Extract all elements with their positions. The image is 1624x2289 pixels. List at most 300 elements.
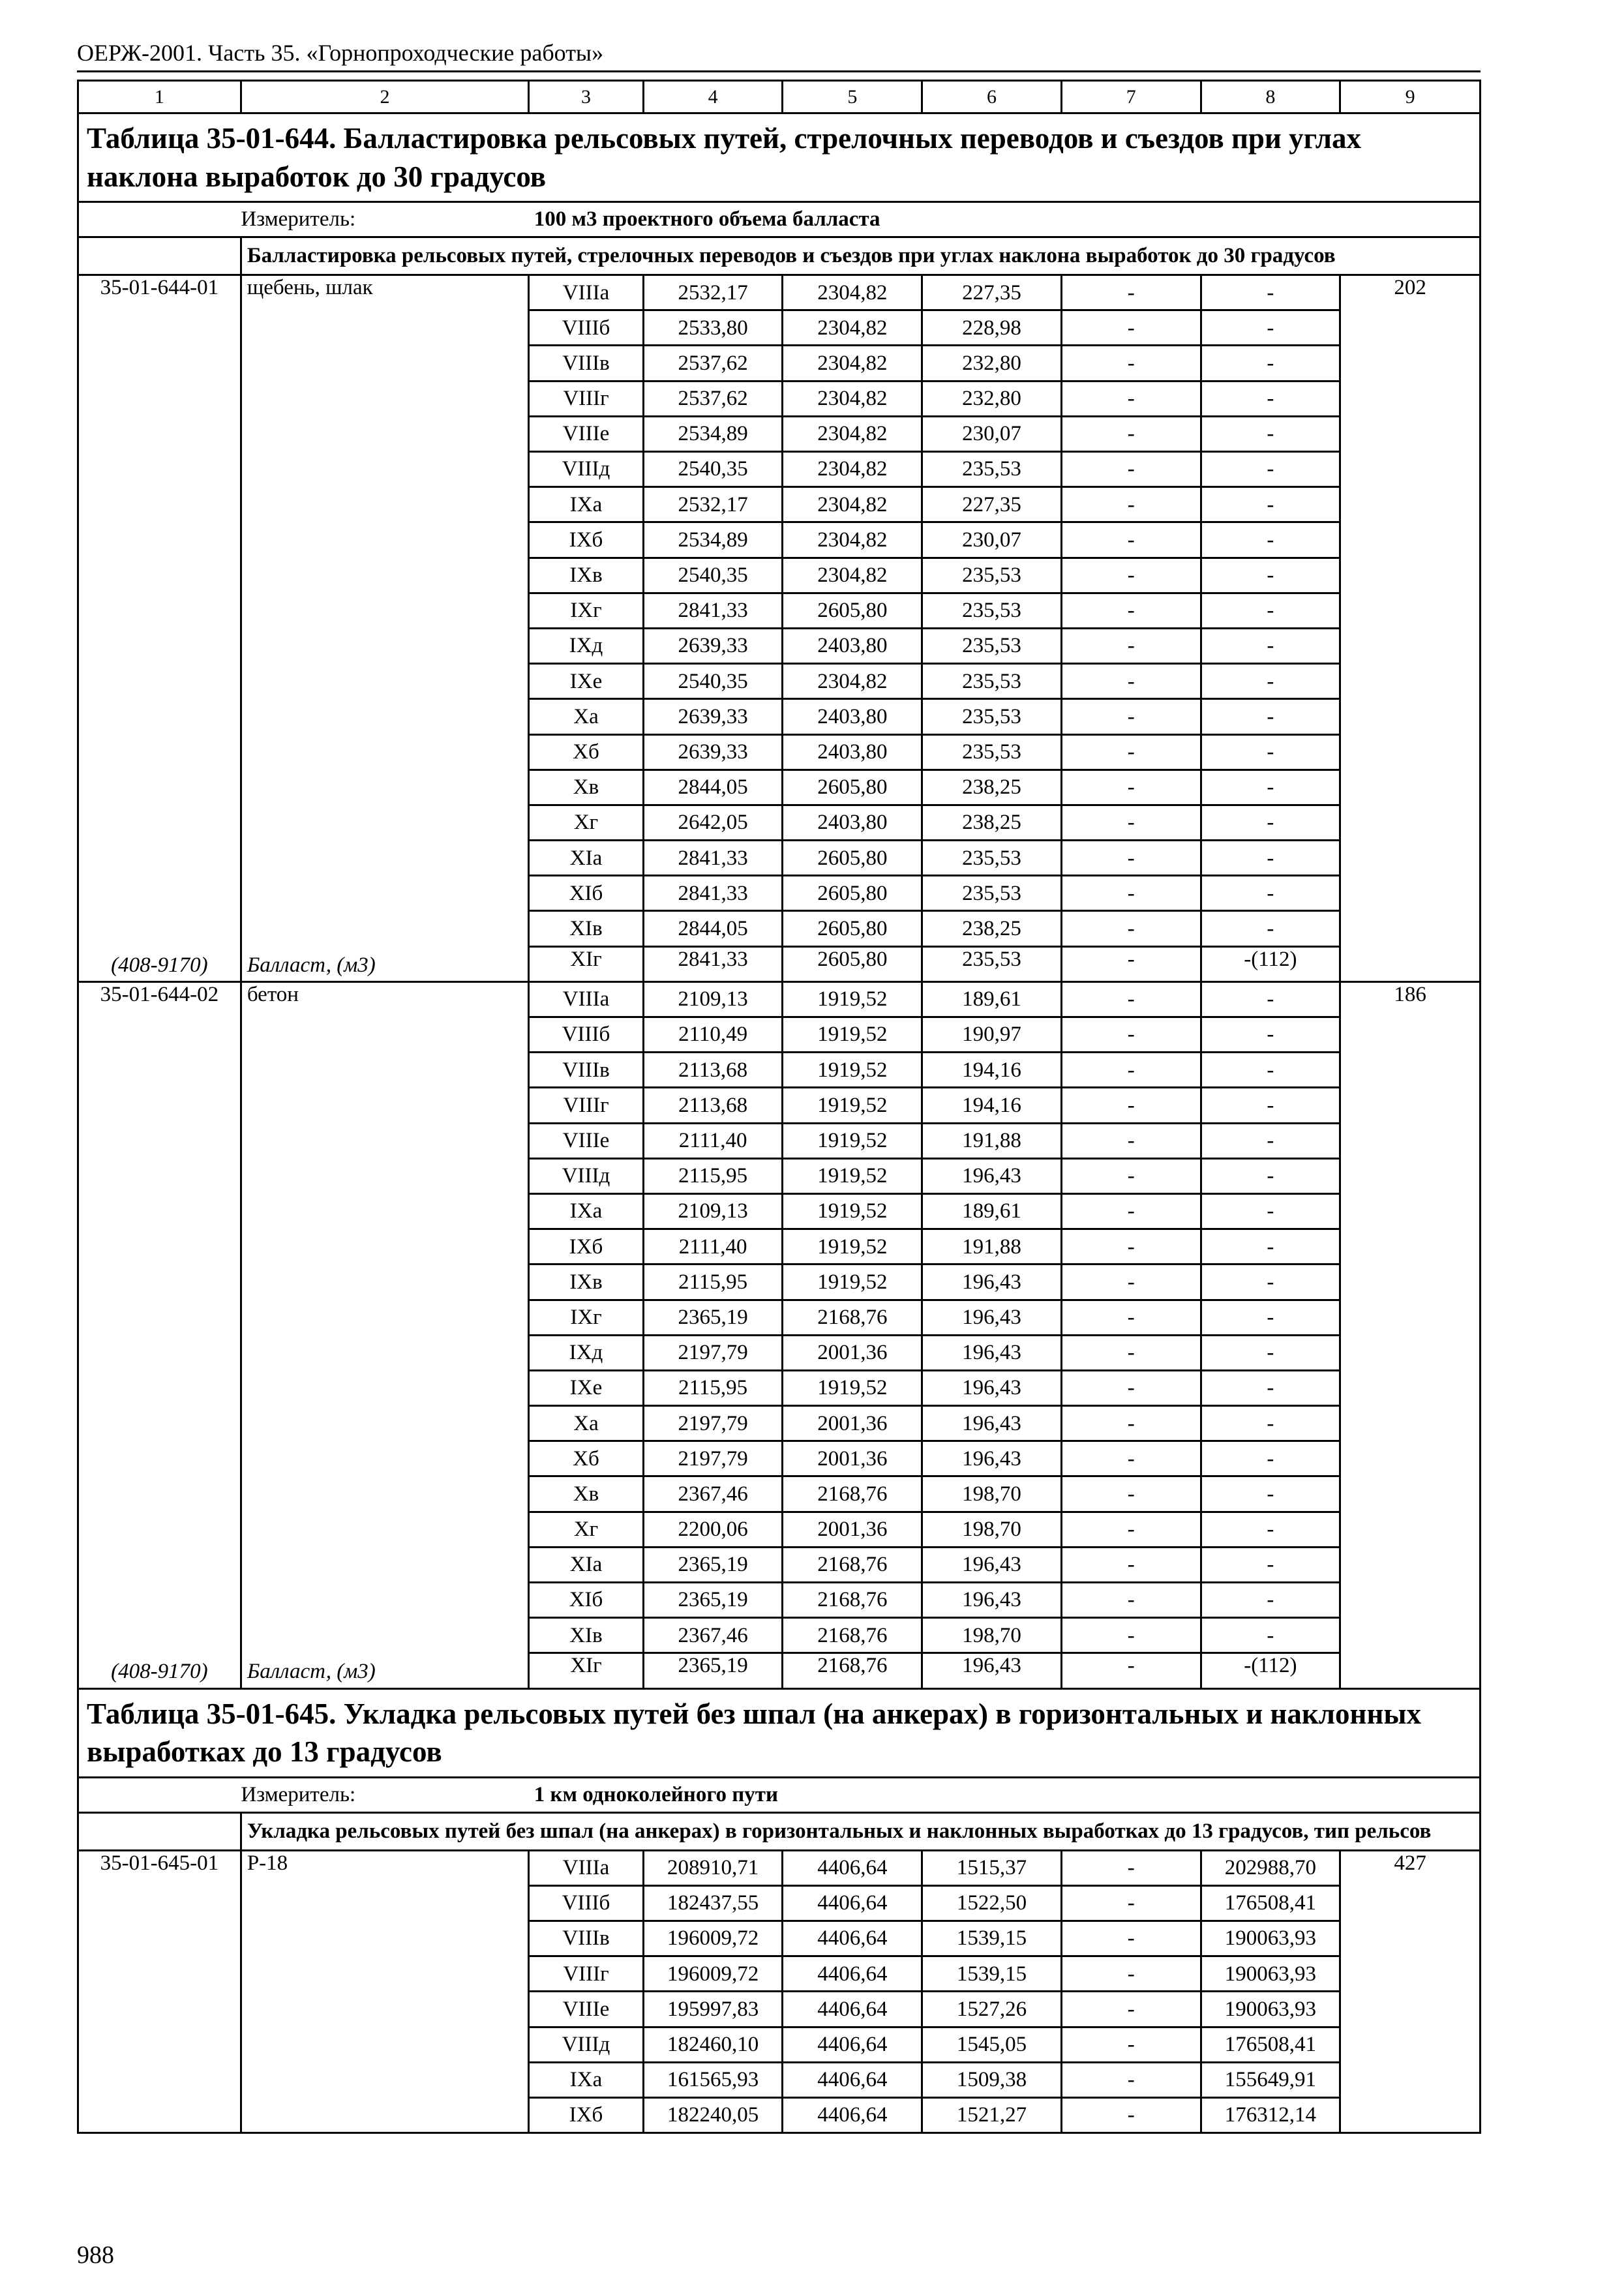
value-cell — [783, 1512, 922, 1547]
category-cell — [529, 1992, 644, 2027]
value: 2403,80 — [817, 634, 888, 658]
category: VIIIд — [562, 457, 610, 481]
value: 238,25 — [962, 916, 1021, 940]
value-cell — [1201, 805, 1340, 840]
value-cell — [783, 1193, 922, 1229]
value: 2304,82 — [817, 280, 888, 305]
value-cell — [1201, 981, 1340, 1017]
value: 196,43 — [962, 1341, 1021, 1365]
value: - — [1267, 563, 1274, 588]
value-cell — [1201, 1441, 1340, 1476]
value: 2168,76 — [817, 1482, 888, 1506]
value: 2639,33 — [678, 704, 748, 728]
category: IXг — [570, 1305, 602, 1329]
value: 2534,89 — [678, 422, 748, 446]
value-cell — [783, 1956, 922, 1992]
value-cell — [1061, 1921, 1201, 1956]
value: 2533,80 — [678, 316, 748, 340]
value: 228,98 — [962, 316, 1021, 340]
value-cell — [643, 946, 783, 981]
value-cell — [922, 1618, 1062, 1653]
value-cell — [1201, 1229, 1340, 1264]
category-cell — [529, 1229, 644, 1264]
value-cell — [922, 1158, 1062, 1193]
value-cell — [643, 1921, 783, 1956]
value-cell — [1061, 1547, 1201, 1582]
value-cell — [1201, 1088, 1340, 1123]
table-description: Балластировка рельсовых путей, стрелочных переводов и съездов при углах наклона выработок до 30 градусов — [241, 237, 1480, 275]
value-cell — [1061, 1583, 1201, 1618]
description-row — [78, 1812, 1481, 1850]
value: 2841,33 — [678, 599, 748, 623]
value: 2168,76 — [817, 1654, 888, 1678]
value-cell — [643, 487, 783, 522]
value-cell — [922, 1512, 1062, 1547]
value-cell — [643, 1885, 783, 1921]
category-cell — [529, 805, 644, 840]
value-cell — [1061, 2097, 1201, 2132]
measure-label: Измеритель: — [241, 207, 356, 232]
value: 1919,52 — [817, 1270, 888, 1294]
value: 2532,17 — [678, 492, 748, 516]
value-cell — [922, 2097, 1062, 2132]
value-cell — [643, 1406, 783, 1441]
value-cell — [643, 1618, 783, 1653]
value-cell — [783, 1583, 922, 1618]
value-cell — [1061, 452, 1201, 487]
value-cell — [643, 1300, 783, 1335]
category-cell — [529, 699, 644, 734]
value-cell — [1201, 911, 1340, 946]
value: 196,43 — [962, 1305, 1021, 1329]
value: 2540,35 — [678, 563, 748, 588]
value-cell — [643, 664, 783, 699]
value: 4406,64 — [817, 2103, 888, 2127]
value: - — [1267, 1376, 1274, 1400]
category-cell — [529, 1335, 644, 1370]
value-cell — [1201, 1017, 1340, 1053]
value: 198,70 — [962, 1623, 1021, 1647]
value-cell — [783, 1618, 922, 1653]
value-cell — [643, 2062, 783, 2097]
value-cell — [643, 1476, 783, 1512]
value-cell — [1201, 1885, 1340, 1921]
value-cell — [783, 1850, 922, 1885]
running-header: ОЕРЖ-2001. Часть 35. «Горнопроходческие работы» — [77, 40, 604, 66]
value-cell — [1061, 1885, 1201, 1921]
category: IXа — [569, 1199, 603, 1223]
value-cell — [922, 1088, 1062, 1123]
value-cell — [643, 2097, 783, 2132]
value-cell — [643, 734, 783, 770]
category: XIб — [569, 881, 603, 905]
value: 2639,33 — [678, 634, 748, 658]
value: - — [1127, 1164, 1135, 1188]
value-cell — [1061, 805, 1201, 840]
value-cell — [1061, 1476, 1201, 1512]
value-cell — [1061, 416, 1201, 451]
value: - — [1267, 280, 1274, 305]
value: 2001,36 — [817, 1341, 888, 1365]
value: 2304,82 — [817, 492, 888, 516]
value-cell — [1061, 1264, 1201, 1300]
value-cell — [1061, 1193, 1201, 1229]
header-rule — [77, 70, 1481, 72]
value: 2537,62 — [678, 351, 748, 375]
value-cell — [922, 1017, 1062, 1053]
value-cell — [643, 2027, 783, 2062]
value-cell — [643, 1193, 783, 1229]
value-cell — [783, 346, 922, 381]
table-title: Таблица 35-01-644. Балластировка рельсовых путей, стрелочных переводов и съездов при углах наклона выработок до 30 градусов — [78, 113, 1481, 202]
value-cell — [643, 1992, 783, 2027]
category-cell — [529, 381, 644, 416]
value-cell — [643, 522, 783, 558]
value: 2001,36 — [817, 1411, 888, 1435]
value: 1919,52 — [817, 1129, 888, 1153]
value-cell — [1061, 664, 1201, 699]
value-cell — [1061, 1229, 1201, 1264]
value-cell — [643, 628, 783, 663]
value: - — [1127, 1093, 1135, 1117]
value: - — [1127, 1234, 1135, 1259]
value: 2168,76 — [817, 1588, 888, 1612]
rate-name: Р-18 — [247, 1851, 288, 1875]
category-cell — [529, 416, 644, 451]
value-cell — [1201, 1547, 1340, 1582]
value: - — [1127, 1305, 1135, 1329]
value: - — [1267, 457, 1274, 481]
value: - — [1267, 1093, 1274, 1117]
value: 2532,17 — [678, 280, 748, 305]
value: - — [1267, 1588, 1274, 1612]
category: XIб — [569, 1588, 603, 1612]
value-cell — [922, 664, 1062, 699]
value-cell — [643, 1335, 783, 1370]
category: Xг — [573, 1518, 599, 1542]
category-cell — [529, 981, 644, 1017]
value-cell — [922, 593, 1062, 628]
value: 2304,82 — [817, 457, 888, 481]
value-cell — [1201, 699, 1340, 734]
value-cell — [783, 664, 922, 699]
value-cell — [1061, 1653, 1201, 1688]
value-cell — [1201, 522, 1340, 558]
value: - — [1267, 1341, 1274, 1365]
value: - — [1127, 1411, 1135, 1435]
value: 2367,46 — [678, 1482, 748, 1506]
value: - — [1127, 811, 1135, 835]
table-title: Таблица 35-01-645. Укладка рельсовых путей без шпал (на анкерах) в горизонтальных и наклонных выработках до 13 градусов — [78, 1688, 1481, 1777]
column-number: 4 — [643, 81, 783, 113]
value-cell — [1061, 841, 1201, 876]
value: - — [1127, 1518, 1135, 1542]
value-cell — [783, 805, 922, 840]
value: - — [1267, 1305, 1274, 1329]
value-cell — [922, 841, 1062, 876]
value: - — [1267, 634, 1274, 658]
value-cell — [783, 1335, 922, 1370]
category-cell — [529, 1547, 644, 1582]
category: VIIIг — [563, 1093, 609, 1117]
value: 2365,19 — [678, 1588, 748, 1612]
value: 196009,72 — [667, 1926, 759, 1951]
value: 196,43 — [962, 1446, 1021, 1471]
value-cell — [1201, 487, 1340, 522]
value: - — [1267, 811, 1274, 835]
value: 176508,41 — [1224, 1891, 1317, 1915]
category-cell — [529, 522, 644, 558]
value-cell — [643, 381, 783, 416]
value-cell — [1201, 416, 1340, 451]
value: - — [1127, 775, 1135, 800]
description-row — [78, 237, 1481, 275]
value-cell — [1061, 346, 1201, 381]
value-cell — [643, 275, 783, 310]
value: - — [1267, 1058, 1274, 1082]
value: - — [1127, 351, 1135, 375]
value-cell — [783, 275, 922, 310]
value: - — [1267, 1199, 1274, 1223]
value: - — [1127, 1482, 1135, 1506]
value: - — [1127, 669, 1135, 693]
category-cell — [529, 593, 644, 628]
value-cell — [922, 946, 1062, 981]
value: 190063,93 — [1224, 1926, 1317, 1951]
value: 2365,19 — [678, 1553, 748, 1577]
value-cell — [922, 2027, 1062, 2062]
value-cell — [783, 876, 922, 911]
value-cell — [1201, 1406, 1340, 1441]
category-cell — [529, 1123, 644, 1158]
value-cell — [1201, 1123, 1340, 1158]
value: 2841,33 — [678, 881, 748, 905]
category: VIIIв — [562, 1058, 610, 1082]
value: - — [1127, 1962, 1135, 1986]
value: 1539,15 — [956, 1962, 1027, 1986]
value: 232,80 — [962, 351, 1021, 375]
value-cell — [1061, 1441, 1201, 1476]
value-cell — [783, 628, 922, 663]
value-cell — [643, 416, 783, 451]
value: 235,53 — [962, 846, 1021, 870]
category: IXа — [569, 2068, 603, 2092]
value-cell — [643, 558, 783, 593]
value: - — [1267, 387, 1274, 411]
value-cell — [643, 1088, 783, 1123]
value: 235,53 — [962, 634, 1021, 658]
value: 2115,95 — [678, 1270, 748, 1294]
value-cell — [922, 628, 1062, 663]
category-cell — [529, 1512, 644, 1547]
value-cell — [783, 452, 922, 487]
value: - — [1267, 669, 1274, 693]
category-cell — [529, 1053, 644, 1088]
value: 176312,14 — [1224, 2103, 1317, 2127]
category: Xа — [573, 704, 599, 728]
value: - — [1127, 740, 1135, 764]
value-cell — [1061, 2027, 1201, 2062]
category: Xв — [573, 775, 599, 800]
value-cell — [922, 911, 1062, 946]
value: 2111,40 — [678, 1234, 747, 1259]
value-cell — [922, 1193, 1062, 1229]
value-cell — [1201, 2027, 1340, 2062]
category: Xа — [573, 1411, 599, 1435]
value: 190063,93 — [1224, 1962, 1317, 1986]
value-cell — [922, 1229, 1062, 1264]
value: - — [1127, 1058, 1135, 1082]
value: 2605,80 — [817, 846, 888, 870]
value: 2109,13 — [678, 987, 748, 1011]
value: - — [1127, 457, 1135, 481]
category: IXг — [570, 599, 602, 623]
value: 2844,05 — [678, 916, 748, 940]
value: - — [1244, 1654, 1252, 1678]
value: 2304,82 — [817, 387, 888, 411]
category: Xв — [573, 1482, 599, 1506]
value: 2537,62 — [678, 387, 748, 411]
value-cell — [783, 1229, 922, 1264]
value-cell — [922, 487, 1062, 522]
value: 1539,15 — [956, 1926, 1027, 1951]
column-number: 5 — [783, 81, 922, 113]
value-cell — [1061, 699, 1201, 734]
value: 235,53 — [962, 599, 1021, 623]
value-cell — [783, 522, 922, 558]
category: VIIIб — [562, 316, 610, 340]
value: - — [1267, 351, 1274, 375]
value: 2540,35 — [678, 669, 748, 693]
value-cell — [643, 1264, 783, 1300]
value: 2113,68 — [678, 1058, 748, 1082]
value-cell — [1061, 522, 1201, 558]
value: - — [1127, 916, 1135, 940]
value: 235,53 — [962, 669, 1021, 693]
value: - — [1127, 2103, 1135, 2127]
value-cell — [1061, 1992, 1201, 2027]
value-cell — [643, 1583, 783, 1618]
value: 227,35 — [962, 280, 1021, 305]
value: 2001,36 — [817, 1518, 888, 1542]
value: 208910,71 — [667, 1856, 759, 1880]
value: 2639,33 — [678, 740, 748, 764]
category: VIIIе — [562, 1997, 610, 2021]
value-cell — [1061, 1335, 1201, 1370]
value-cell — [783, 1300, 922, 1335]
value: 2304,82 — [817, 669, 888, 693]
value-cell — [1201, 1850, 1340, 1885]
value: 2540,35 — [678, 457, 748, 481]
value-cell — [1061, 628, 1201, 663]
rate-code-cell — [78, 1850, 241, 2133]
value: 2367,46 — [678, 1623, 748, 1647]
value: 2197,79 — [678, 1411, 748, 1435]
rate-name-cell — [241, 1850, 528, 2133]
value: 2110,49 — [678, 1023, 748, 1047]
value: 2197,79 — [678, 1341, 748, 1365]
value-cell — [922, 699, 1062, 734]
value: 2109,13 — [678, 1199, 748, 1223]
value: 2403,80 — [817, 704, 888, 728]
value-cell — [922, 1053, 1062, 1088]
extra-cell: 186 — [1340, 981, 1481, 1688]
value: 176508,41 — [1224, 2033, 1317, 2057]
value-cell — [922, 1264, 1062, 1300]
table-row — [78, 275, 1481, 310]
value-cell — [922, 2062, 1062, 2097]
value-cell — [783, 1406, 922, 1441]
resource-code: (408-9170) — [111, 1660, 208, 1684]
value: 1919,52 — [817, 1376, 888, 1400]
category: XIв — [569, 1623, 603, 1647]
category-cell — [529, 1921, 644, 1956]
value-cell — [922, 1547, 1062, 1582]
value-cell — [1061, 310, 1201, 346]
category: VIIIе — [562, 422, 610, 446]
category-cell — [529, 1370, 644, 1405]
value: 2403,80 — [817, 740, 888, 764]
value: - — [1267, 1234, 1274, 1259]
category: IXе — [569, 1376, 603, 1400]
measure-unit: 100 м3 проектного объема балласта — [529, 202, 1481, 237]
value: 2111,40 — [678, 1129, 747, 1153]
value: 161565,93 — [667, 2068, 759, 2092]
value: 189,61 — [962, 1199, 1021, 1223]
value: 194,16 — [962, 1058, 1021, 1082]
value: 190,97 — [962, 1023, 1021, 1047]
value: 235,53 — [962, 740, 1021, 764]
value: 195997,83 — [667, 1997, 759, 2021]
value-cell — [783, 1158, 922, 1193]
value-cell — [643, 1850, 783, 1885]
value-cell — [922, 1583, 1062, 1618]
column-number: 7 — [1061, 81, 1201, 113]
category: Xг — [573, 811, 599, 835]
category: VIIIг — [563, 387, 609, 411]
value: 2197,79 — [678, 1446, 748, 1471]
column-numbers-row — [78, 81, 1481, 113]
column-number: 2 — [241, 81, 528, 113]
table-row — [78, 1850, 1481, 1885]
value: 196,43 — [962, 1553, 1021, 1577]
value-cell — [643, 310, 783, 346]
value: 202988,70 — [1224, 1856, 1317, 1880]
value: - — [1267, 492, 1274, 516]
value-cell — [643, 1441, 783, 1476]
value: - — [1127, 1654, 1135, 1678]
value-cell — [922, 1885, 1062, 1921]
category: IXб — [569, 2103, 603, 2127]
value: 235,53 — [962, 704, 1021, 728]
value: - — [1267, 881, 1274, 905]
value: - — [1244, 947, 1252, 971]
value: 4406,64 — [817, 1926, 888, 1951]
value-cell — [783, 1264, 922, 1300]
value-cell — [922, 346, 1062, 381]
category-cell — [529, 1017, 644, 1053]
value: - — [1267, 846, 1274, 870]
category-cell — [529, 2027, 644, 2062]
rates-table — [77, 80, 1481, 2134]
category-cell — [529, 1158, 644, 1193]
value: - — [1127, 1891, 1135, 1915]
value-cell — [922, 416, 1062, 451]
value-cell — [643, 841, 783, 876]
value-cell — [783, 2027, 922, 2062]
value: 2605,80 — [817, 947, 888, 971]
value: 4406,64 — [817, 1856, 888, 1880]
